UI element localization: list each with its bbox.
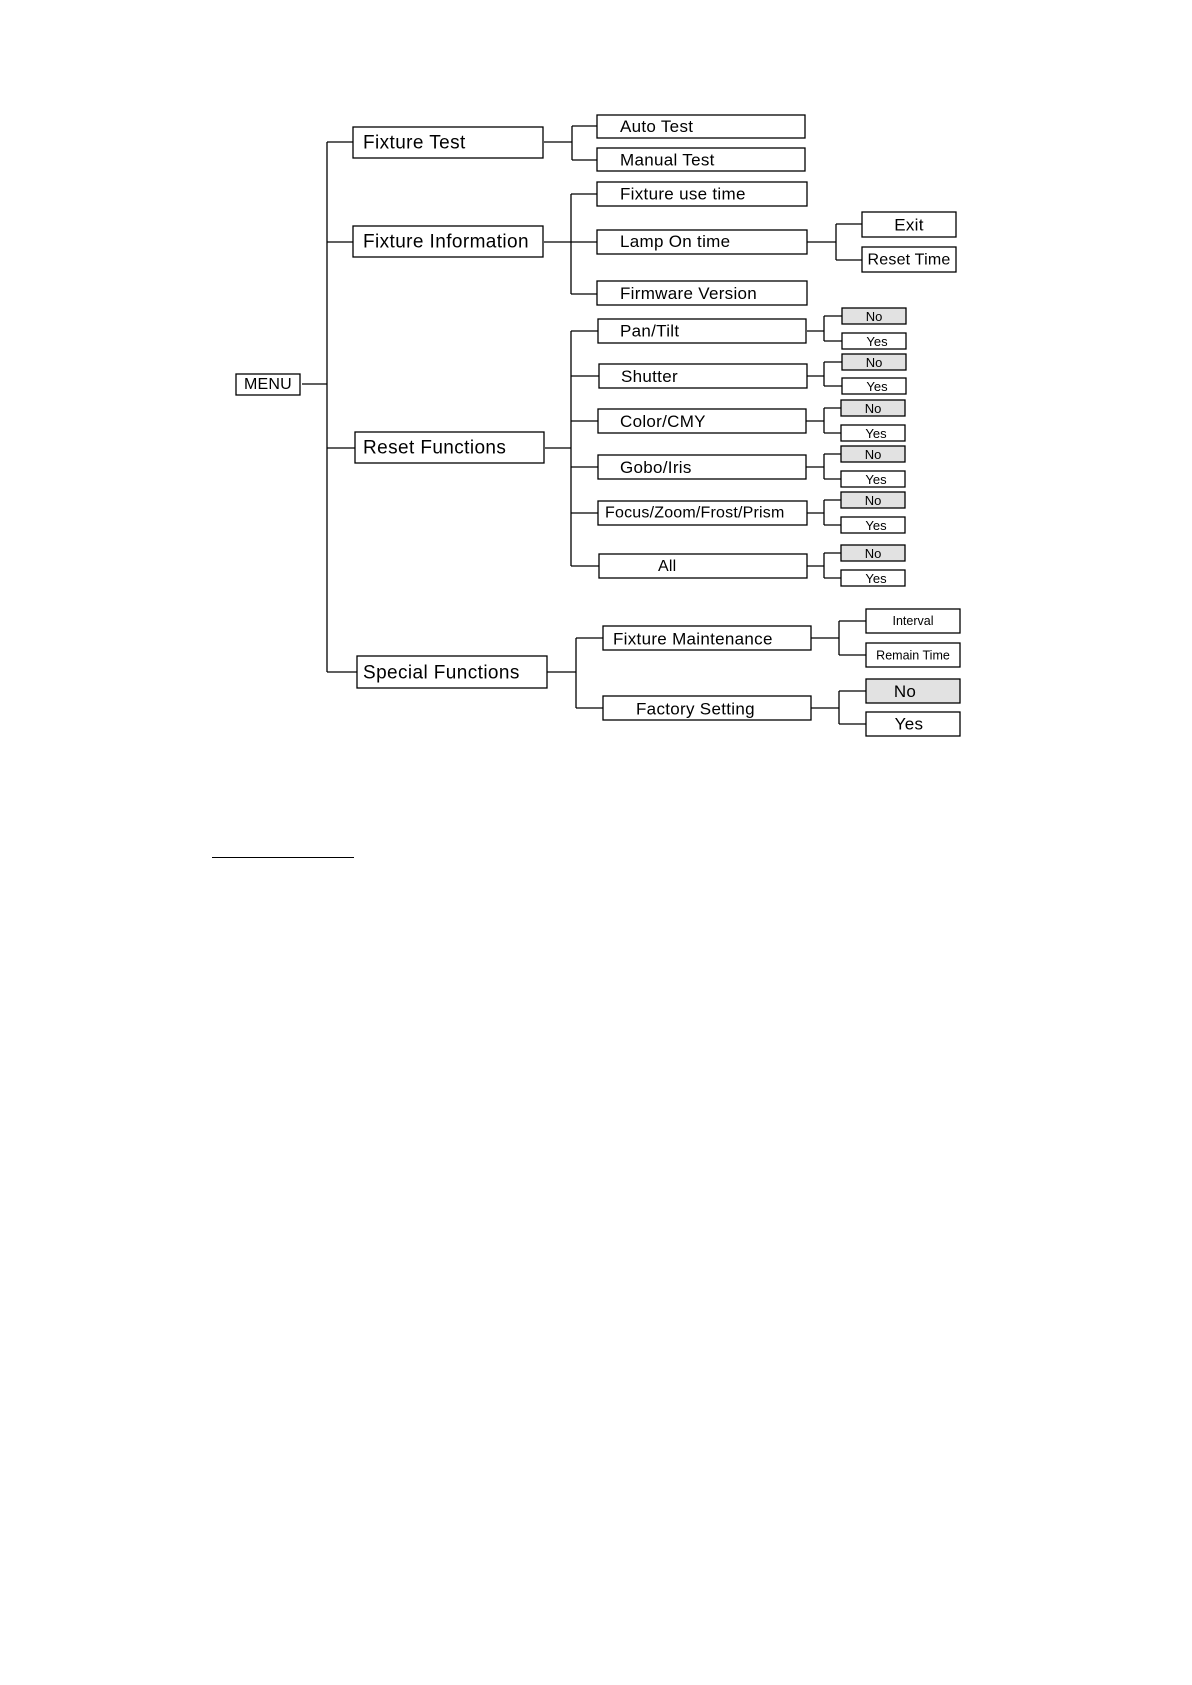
- reset-shutter-no-label: No: [865, 355, 883, 370]
- reset-functions-box: [355, 432, 544, 463]
- reset-item-focus-zoom-frost-prism-box: [598, 501, 807, 525]
- fixture-use-time-label: Fixture use time: [620, 184, 746, 204]
- factory-setting-box: [603, 696, 811, 720]
- reset-item-gobo-iris-label: Gobo/Iris: [620, 458, 692, 477]
- reset-color-cmy-yes-label: Yes: [865, 426, 887, 441]
- remain-time-box: [866, 643, 960, 667]
- auto-test-box: [597, 115, 805, 138]
- reset-color-cmy-no-label: No: [864, 401, 882, 416]
- factory-setting-no-option: [866, 679, 960, 703]
- firmware-version-label: Firmware Version: [620, 284, 758, 303]
- reset-pan-tilt-no-option: [842, 308, 906, 324]
- menu-root-label: MENU: [244, 376, 292, 393]
- fixture-test-label: Fixture Test: [363, 132, 466, 154]
- factory-setting-no-label: No: [893, 682, 917, 701]
- reset-pan-tilt-no-label: No: [865, 309, 883, 324]
- factory-setting-yes-label: Yes: [894, 714, 924, 734]
- reset-item-color-cmy-box: [598, 409, 806, 433]
- special-functions-label: Special Functions: [363, 662, 520, 684]
- firmware-version-box: [597, 281, 807, 305]
- reset-shutter-yes-option: [842, 378, 906, 394]
- reset-gobo-iris-yes-label: Yes: [865, 472, 887, 487]
- reset-item-all-label: All: [658, 558, 677, 575]
- reset-focus-zoom-frost-prism-no-label: No: [864, 493, 882, 508]
- exit-box: [862, 212, 956, 237]
- reset-item-color-cmy-label: Color/CMY: [620, 412, 706, 431]
- fixture-information-box: [353, 226, 543, 257]
- manual-test-label: Manual Test: [620, 150, 715, 170]
- fixture-use-time-box: [597, 182, 807, 206]
- reset-focus-zoom-frost-prism-no-option: [841, 492, 905, 508]
- reset-time-label: Reset Time: [867, 251, 951, 269]
- reset-gobo-iris-yes-option: [841, 471, 905, 487]
- reset-all-yes-label: Yes: [865, 571, 887, 586]
- reset-item-pan-tilt-label: Pan/Tilt: [620, 321, 680, 341]
- lamp-on-time-label: Lamp On time: [620, 232, 731, 251]
- fixture-test-box: [353, 127, 543, 158]
- reset-gobo-iris-no-option: [841, 446, 905, 462]
- reset-time-box: [862, 247, 956, 272]
- reset-pan-tilt-yes-label: Yes: [866, 334, 888, 349]
- reset-item-focus-zoom-frost-prism-label: Focus/Zoom/Frost/Prism: [605, 504, 785, 522]
- reset-shutter-no-option: [842, 354, 906, 370]
- manual-test-box: [597, 148, 805, 171]
- interval-label: Interval: [892, 614, 934, 628]
- reset-all-yes-option: [841, 570, 905, 586]
- section-underline-rule: [212, 857, 354, 858]
- exit-label: Exit: [894, 215, 924, 235]
- reset-item-shutter-box: [599, 364, 807, 388]
- reset-item-gobo-iris-box: [598, 455, 806, 479]
- reset-item-pan-tilt-box: [598, 319, 806, 343]
- auto-test-label: Auto Test: [620, 117, 694, 136]
- factory-setting-yes-option: [866, 712, 960, 736]
- reset-pan-tilt-yes-option: [842, 333, 906, 349]
- special-functions-box: [357, 656, 547, 688]
- reset-functions-label: Reset Functions: [363, 437, 507, 459]
- reset-focus-zoom-frost-prism-yes-option: [841, 517, 905, 533]
- reset-item-shutter-label: Shutter: [621, 367, 678, 386]
- factory-setting-label: Factory Setting: [636, 699, 755, 719]
- reset-gobo-iris-no-label: No: [864, 447, 882, 462]
- reset-item-all-box: [599, 554, 807, 578]
- interval-box: [866, 609, 960, 633]
- reset-shutter-yes-label: Yes: [866, 379, 888, 394]
- lamp-on-time-box: [597, 230, 807, 254]
- reset-all-no-option: [841, 545, 905, 561]
- reset-focus-zoom-frost-prism-yes-label: Yes: [865, 518, 887, 533]
- remain-time-label: Remain Time: [876, 648, 950, 663]
- fixture-maintenance-box: [603, 626, 811, 650]
- reset-all-no-label: No: [864, 546, 882, 561]
- fixture-information-label: Fixture Information: [363, 231, 529, 253]
- fixture-maintenance-label: Fixture Maintenance: [613, 629, 773, 649]
- reset-color-cmy-no-option: [841, 400, 905, 416]
- menu-root-box: [236, 374, 300, 395]
- reset-color-cmy-yes-option: [841, 425, 905, 441]
